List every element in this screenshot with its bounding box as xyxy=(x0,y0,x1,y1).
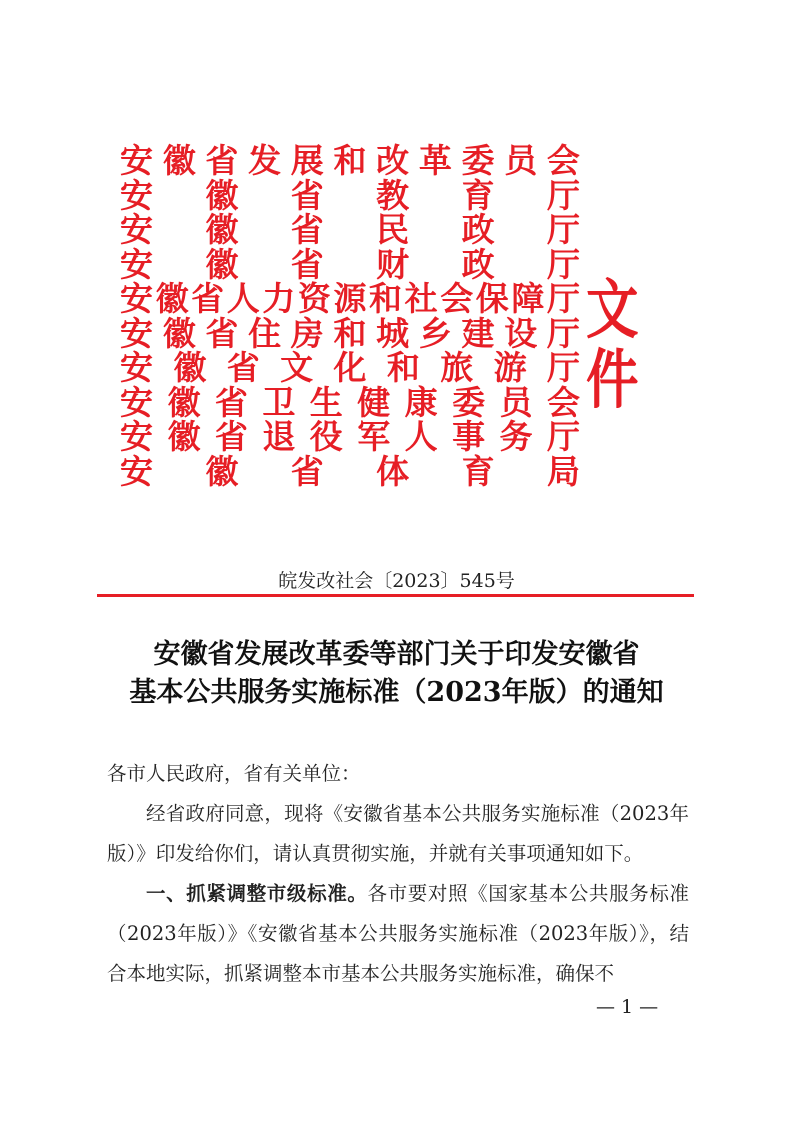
paragraph-2-heading: 一、抓紧调整市级标准。 xyxy=(146,882,368,905)
paragraph-1: 经省政府同意，现将《安徽省基本公共服务实施标准（2023年版）》印发给你们，请认真贯彻实施，并就有关事项通知如下。 xyxy=(107,802,689,865)
issuer-line: 安 徽 省 文 化 和 旅 游 厅 xyxy=(120,348,580,387)
issuer-list xyxy=(120,141,580,491)
issuer-line: 安 徽 省 住 房 和 城 乡 建 设 厅 xyxy=(120,313,580,353)
issuer-line: 安 徽 省 发 展 和 改 革 委 员 会 xyxy=(120,141,580,180)
issuer-line: 安 徽 省 财 政 厅 xyxy=(120,244,580,284)
paragraph-2 xyxy=(107,874,689,994)
title-line-2: 基本公共服务实施标准（2023年版）的通知 xyxy=(129,677,664,708)
issuer-line: 安 徽 省 民 政 厅 xyxy=(120,210,580,249)
red-separator-line xyxy=(97,594,694,597)
issuer-line: 安 徽 省 退 役 军 人 事 务 厅 xyxy=(120,417,580,456)
issuer-line: 安 徽 省 体 育 局 xyxy=(120,451,580,491)
issuer-line: 安 徽 省 人 力 资 源 和 社 会 保 障 厅 xyxy=(120,279,580,318)
document-body xyxy=(107,754,689,994)
salutation: 各市人民政府，省有关单位： xyxy=(107,762,361,785)
document-number: 皖发改社会〔2023〕545号 xyxy=(278,570,515,592)
title-line-1: 安徽省发展改革委等部门关于印发安徽省 xyxy=(153,639,640,670)
issuer-line: 安 徽 省 教 育 厅 xyxy=(120,175,580,215)
page-number: — 1 — xyxy=(596,996,659,1018)
document-type-mark: 文件 xyxy=(586,274,634,418)
paragraph-2-text: 各市要对照《国家基本公共服务标准（2023年版）》《安徽省基本公共服务实施标准（2023年版）》，结合本地实际，抓紧调整本市基本公共服务实施标准，确保不 xyxy=(107,882,689,985)
issuer-line: 安 徽 省 卫 生 健 康 委 员 会 xyxy=(120,382,580,422)
document-title xyxy=(0,636,793,712)
